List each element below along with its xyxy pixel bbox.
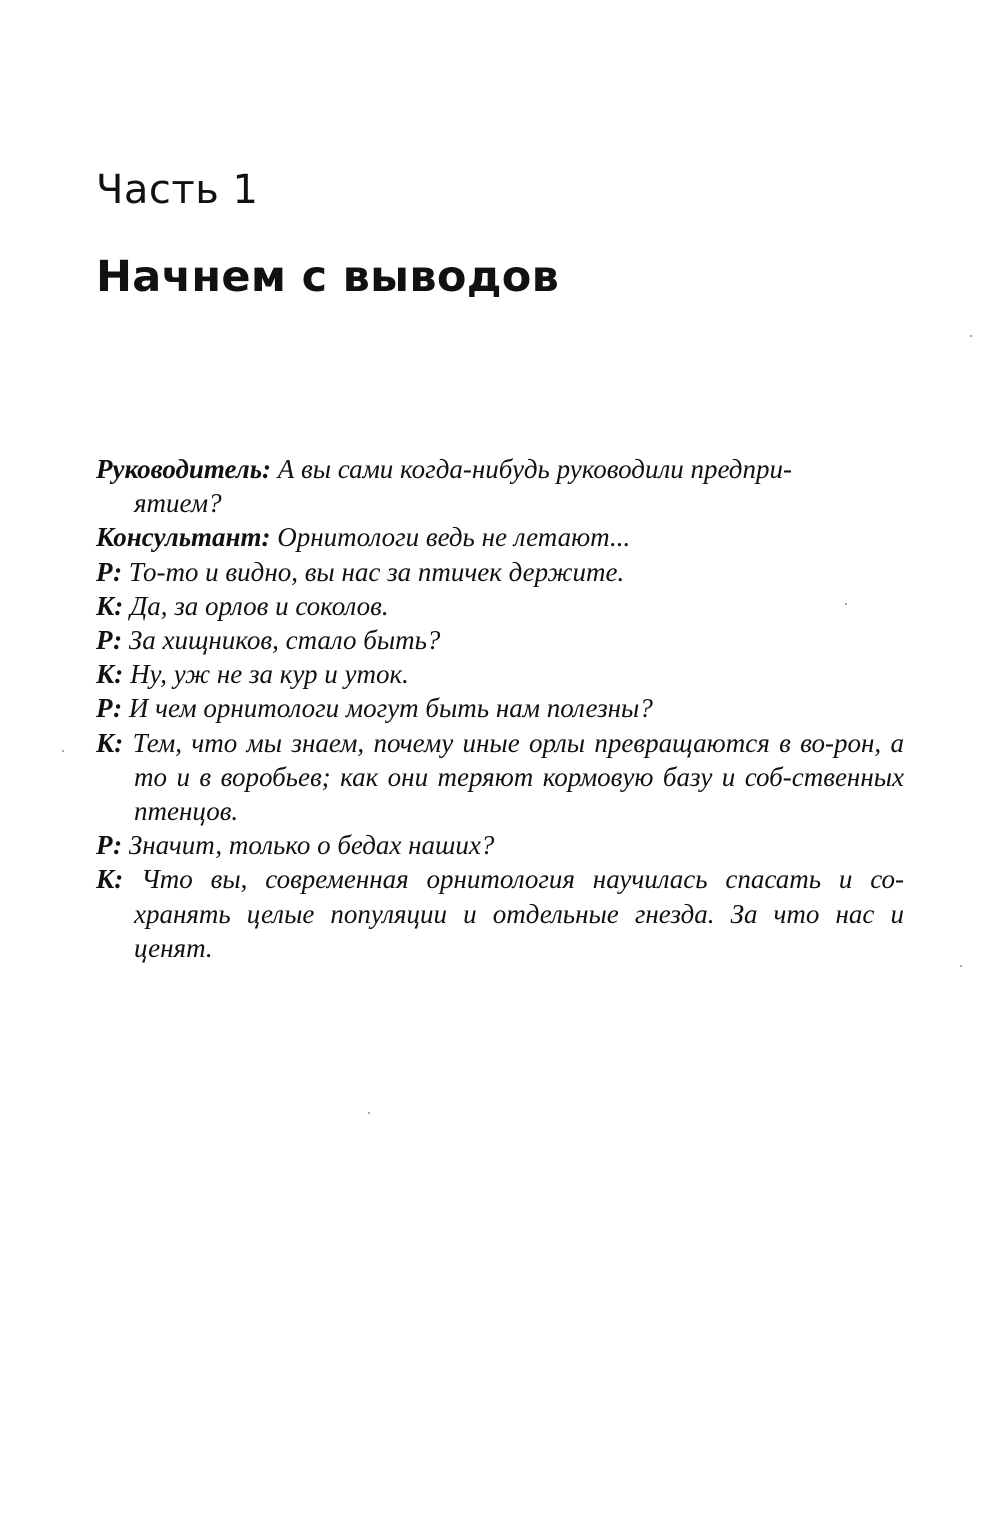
dialogue-line [96,862,904,965]
dialogue-line [96,726,904,829]
part-label: Часть 1 [96,167,259,213]
line-text: И чем орнитологи могут быть нам полезны? [128,693,653,724]
scan-speck [845,603,847,605]
speaker-label: Р: [96,556,123,587]
dialogue-line [96,828,904,862]
speaker-label: Р: [96,625,123,656]
scan-speck [970,335,972,337]
line-text: Да, за орлов и соколов. [130,590,389,621]
speaker-label: Р: [96,830,123,861]
speaker-label: К: [96,590,124,621]
speaker-label: К: [96,727,124,758]
dialogue [96,452,904,965]
line-text: Ну, уж не за кур и уток. [130,659,409,690]
line-text: То-то и видно, вы нас за птичек держите. [128,556,625,587]
speaker-label: Р: [96,693,123,724]
line-text: Тем, что мы знаем, почему иные орлы превращаются в во-рон, а то и в воробьев; как они теряют кормовую базу и соб-ственных птенцов. [132,727,904,827]
line-text: А вы сами когда-нибудь руководили предпри- [277,454,792,484]
speaker-label: Консультант: [96,522,271,553]
line-text: Значит, только о бедах наших? [128,830,495,861]
dialogue-line [96,691,904,725]
dialogue-line [96,657,904,691]
dialogue-line [96,520,904,554]
dialogue-line [96,555,904,589]
scan-speck [368,1112,370,1114]
line-text: Что вы, современная орнитология научилась спасать и со-хранять целые популяции и отдельные гнезда. За что нас и ценят. [134,864,905,963]
dialogue-line [96,623,904,657]
scan-speck [960,965,962,967]
line-text: За хищников, стало быть? [128,625,441,656]
scan-speck [62,750,64,752]
line-continuation: ятием? [134,488,222,519]
speaker-label: Руководитель: [96,454,272,484]
speaker-label: К: [96,659,124,690]
chapter-title: Начнем с выводов [96,252,560,302]
dialogue-line [96,589,904,623]
line-text: Орнитологи ведь не летают... [277,522,631,553]
dialogue-line [96,452,904,520]
speaker-label: К: [96,864,124,895]
